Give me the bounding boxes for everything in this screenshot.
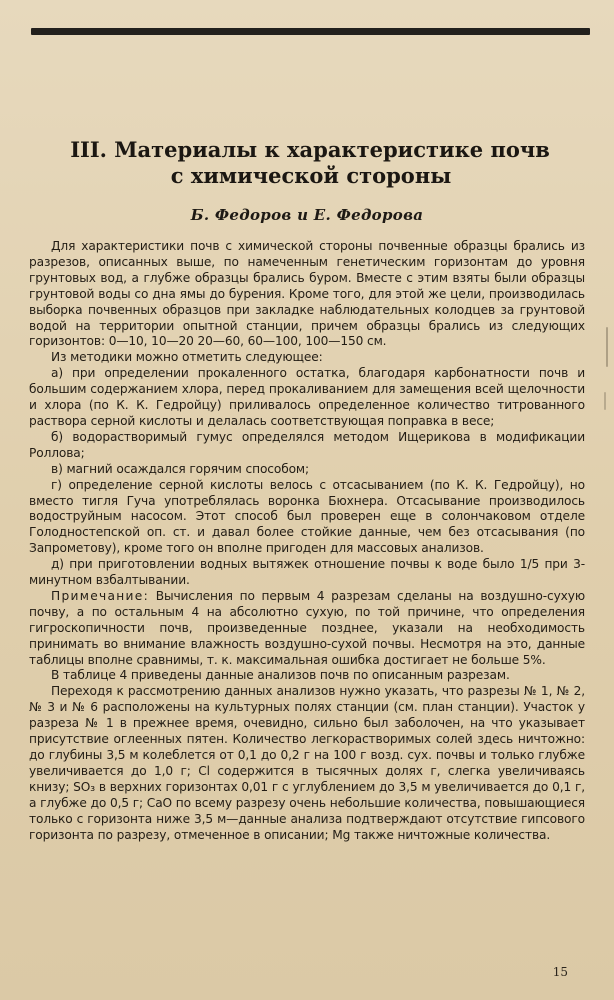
article-title-line-2: с химической стороны bbox=[170, 163, 452, 189]
body-paragraph-2: Из методики можно отметить следующее: bbox=[51, 350, 323, 365]
body-paragraph-7: д) при приготовлении водных вытяжек отношение почвы к воде было 1/5 при 3-минутном взбалтывании. bbox=[29, 557, 585, 588]
article-title bbox=[0, 138, 614, 188]
body-paragraph-1: Для характеристики почв с химической стороны почвенные образцы брались из разрезов, описанных выше, по намеченным генетическим горизонтам до уровня грунтовых вод, а глубже образцы брались буром. Вместе с этим взяты были образцы грунтовой воды со дна ямы до бурения. Кроме того, для этой же цели, производилась выборка почвенных образцов при закладке наблюдательных колодцев за грунтовой водой на территории опытной станции, причем образцы брались из следующих горизонтов: 0—10, 10—20 20—60, 60—100, 100—150 см. bbox=[29, 239, 585, 349]
note-paragraph bbox=[29, 589, 585, 669]
body-paragraph-5: в) магний осаждался горячим способом; bbox=[51, 461, 309, 476]
note-label: Примечание: bbox=[51, 588, 149, 603]
body-paragraph-4: б) водорастворимый гумус определялся методом Ищерикова в модификации Роллова; bbox=[29, 429, 585, 460]
margin-pencil-mark bbox=[606, 327, 608, 367]
body-paragraph-6: г) определение серной кислоты велось с отсасыванием (по К. К. Гедройцу), но вместо тигля Гуча употреблялась воронка Бюхнера. Отсасывание производилось водоструйным насосом. Этот способ был проверен еще в солончаковом отделе Голодностепской оп. ст. и давал более стойкие данные, чем без отсасывания (по Запрометову), кроме того он вполне пригоден для массовых анализов. bbox=[29, 477, 585, 556]
note-text: Вычисления по первым 4 разрезам сделаны на воздушно-сухую почву, а по остальным 4 на абсолютно сухую, по той причине, что определения гигроскопичности почв, произведенные позднее, указали на необходимость принимать во внимание влажность воздушно-сухой почвы. Несмотря на это, данные таблицы вполне сравнимы, т. к. максимальная ошибка достигает не больше 5%. bbox=[29, 588, 585, 667]
body-paragraph-3: а) при определении прокаленного остатка, благодаря карбонатности почв и большим содержанием хлора, перед прокаливанием для замещения всей щелочности и хлора (по К. К. Гедройцу) приливалось определенное количество титрованного раствора серной кислоты и делалась соответствующая поправка в весе; bbox=[29, 366, 585, 428]
body-paragraph-9: Переходя к рассмотрению данных анализов нужно указать, что разрезы № 1, № 2, № 3 и № 6 расположены на культурных полях станции (см. план станции). Участок у разреза № 1 в прежнее время, очевидно, сильно был заболочен, на что указывает присутствие оглеенных пятен. Количество легкорастворимых солей здесь ничтожно: до глубины 3,5 м колеблется от 0,1 до 0,2 г на 100 г возд. сух. почвы и только глубже увеличивается до 1,0 г; Cl содержится в тысячных долях г, слегка увеличиваясь книзу; SO₃ в верхних горизонтах 0,01 г с углублением до 3,5 м увеличивается до 0,1 г, а глубже до 0,5 г; CaO по всему разрезу очень небольшие количества, повышающиеся только с горизонта ниже 3,5 м—данные анализа подтверждают отсутствие гипсового горизонта по разрезу, отмеченное в описании; Mg также ничтожные количества. bbox=[29, 684, 585, 842]
article-body bbox=[29, 239, 585, 843]
margin-pencil-mark-small bbox=[604, 392, 606, 410]
body-paragraph-8: В таблице 4 приведены данные анализов почв по описанным разрезам. bbox=[51, 668, 510, 683]
article-title-line-1: III. Материалы к характеристике почв bbox=[70, 137, 550, 162]
page-number: 15 bbox=[552, 965, 568, 979]
article-authors: Б. Федоров и Е. Федорова bbox=[190, 206, 424, 224]
top-rule bbox=[31, 28, 590, 35]
